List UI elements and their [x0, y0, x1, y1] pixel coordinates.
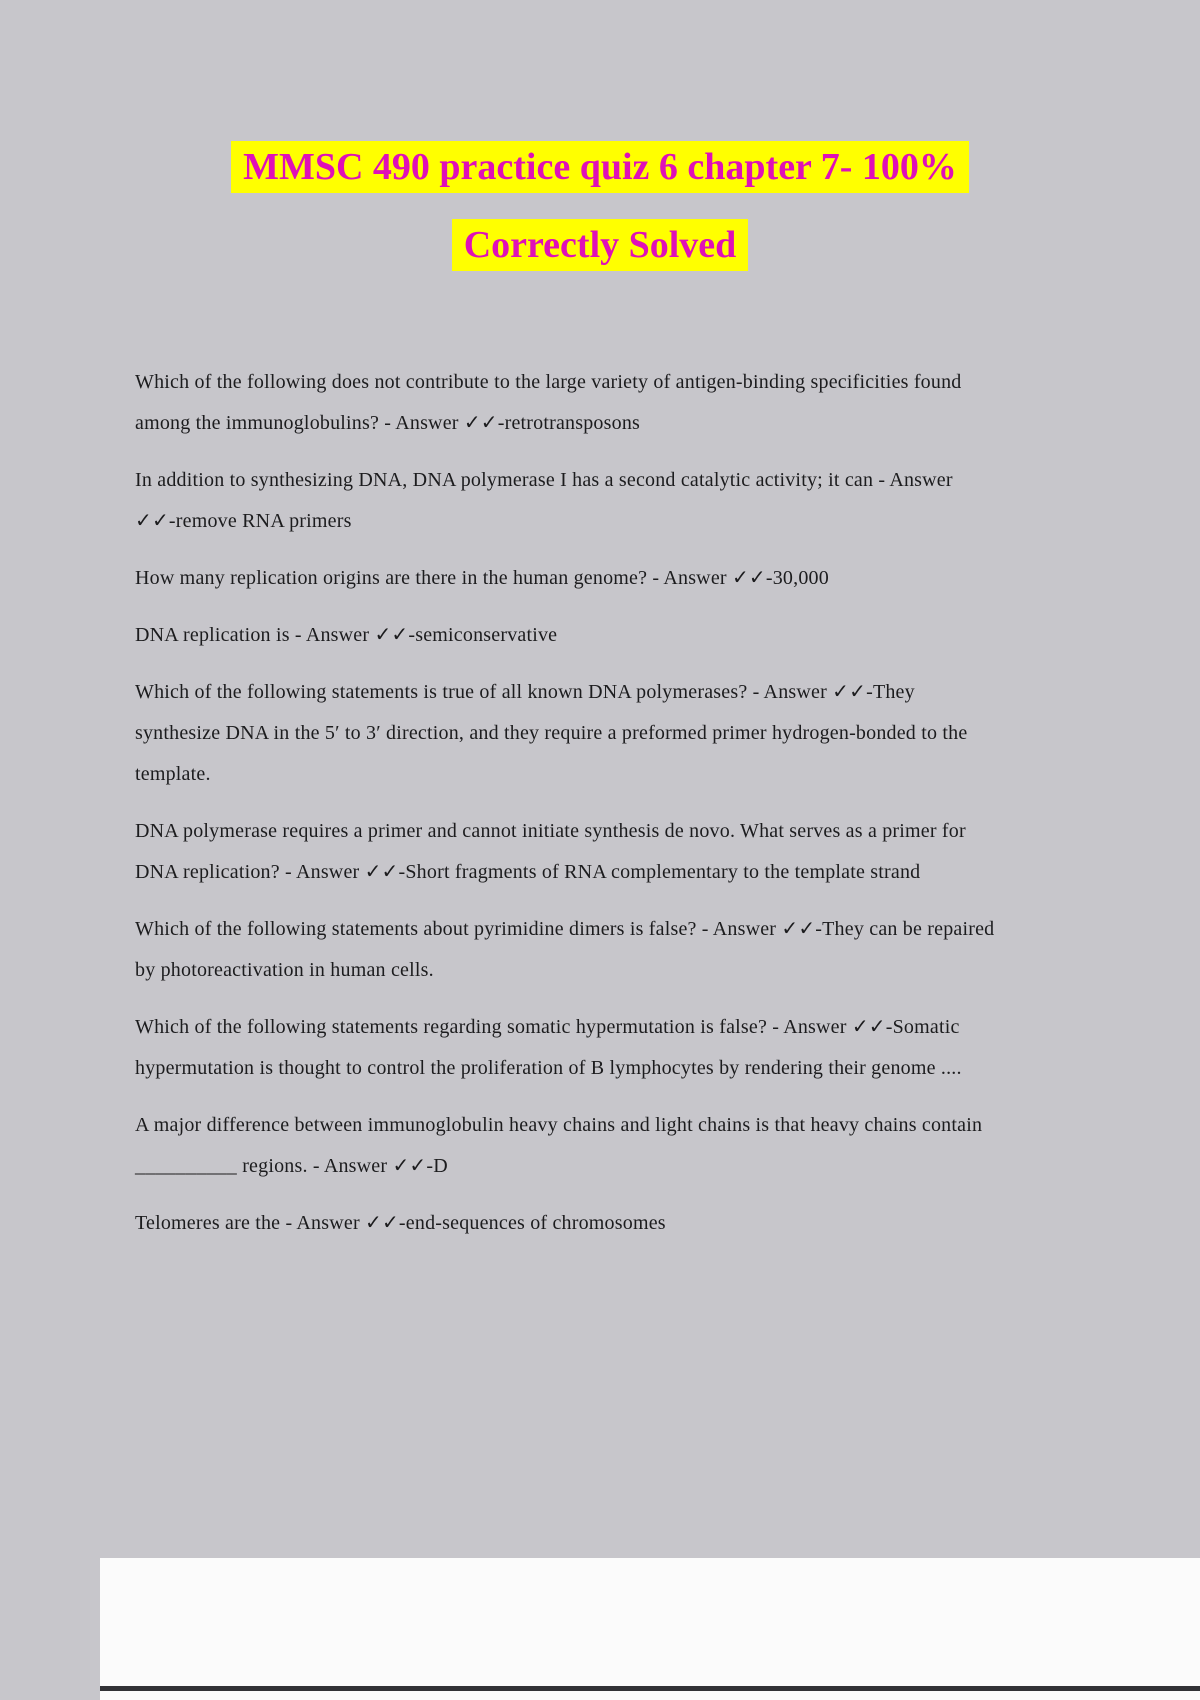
qa-paragraph: A major difference between immunoglobulin heavy chains and light chains is that heavy chains contain __________ regions. - Answer ✓✓-D — [135, 1114, 983, 1177]
qa-paragraph: Which of the following statements about pyrimidine dimers is false? - Answer ✓✓-They can be repaired by photoreactivation in human cells. — [135, 918, 995, 981]
qa-paragraph: DNA replication is - Answer ✓✓-semiconservative — [135, 624, 558, 646]
qa-paragraph: Which of the following statements regarding somatic hypermutation is false? - Answer ✓✓-Somatic hypermutation is thought to control the proliferation of B lymphocytes by rendering their genome .... — [135, 1016, 962, 1079]
qa-paragraph: How many replication origins are there in the human genome? - Answer ✓✓-30,000 — [135, 567, 829, 589]
qa-paragraph: In addition to synthesizing DNA, DNA polymerase I has a second catalytic activity; it can - Answer ✓✓-remove RNA primers — [135, 469, 953, 532]
qa-paragraph: Which of the following statements is true of all known DNA polymerases? - Answer ✓✓-They synthesize DNA in the 5′ to 3′ direction, and they require a preformed primer hydrogen-bonded to the template. — [135, 681, 968, 785]
document-title-line2-wrap — [0, 206, 1200, 284]
document-title-line1-wrap — [0, 128, 1200, 206]
qa-paragraph: DNA polymerase requires a primer and cannot initiate synthesis de novo. What serves as a primer for DNA replication? - Answer ✓✓-Short fragments of RNA complementary to the template strand — [135, 820, 966, 883]
document-title-line2: Correctly Solved — [452, 219, 749, 271]
page-divider-line — [100, 1686, 1200, 1691]
qa-list — [135, 362, 997, 1260]
qa-paragraph: Telomeres are the - Answer ✓✓-end-sequences of chromosomes — [135, 1212, 666, 1234]
next-page-preview — [100, 1558, 1200, 1700]
qa-paragraph: Which of the following does not contribute to the large variety of antigen-binding specificities found among the immunoglobulins? - Answer ✓✓-retrotransposons — [135, 371, 962, 434]
document-title — [0, 128, 1200, 284]
document-title-line1: MMSC 490 practice quiz 6 chapter 7- 100% — [231, 141, 969, 193]
